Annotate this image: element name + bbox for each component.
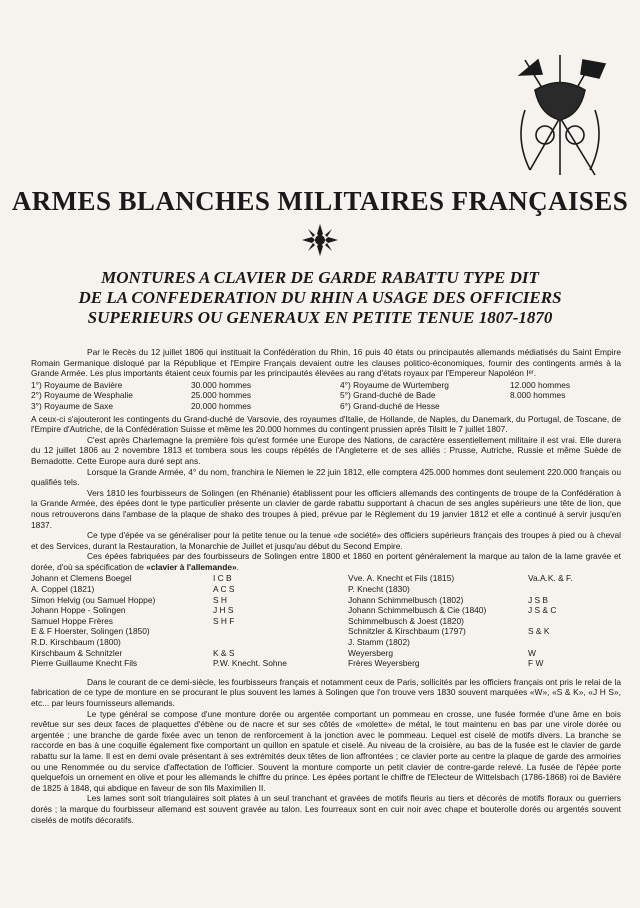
list-item: E & F Hoerster, Solingen (1850): [31, 626, 150, 637]
subtitle-line: DE LA CONFEDERATION DU RHIN A USAGE DES OFFICIERS: [78, 288, 562, 307]
subtitle-line: SUPERIEURS OU GENERAUX EN PETITE TENUE 1807-1870: [87, 308, 553, 327]
ornament-icon: [300, 222, 340, 258]
list-item: A. Coppel (1821) A C S: [31, 584, 235, 595]
list-item: 6°) Grand-duché de Hesse: [340, 400, 440, 411]
article-body: [31, 347, 621, 825]
document-subtitle: [30, 268, 610, 328]
list-item: Johann Schimmelbusch & Cie (1840) J S & C: [348, 605, 557, 616]
list-item: P. Knecht (1830): [348, 584, 410, 595]
states-list-right: [326, 380, 621, 412]
list-item: 1°) Royaume de Bavière 30.000 hommes: [31, 379, 252, 390]
states-list: [31, 380, 621, 412]
list-item: Weyersberg W: [348, 647, 536, 658]
emphasis-text: «clavier à l'allemande»: [146, 561, 237, 572]
list-item: Johann Schimmelbusch (1802) J S B: [348, 594, 549, 605]
list-item: 5°) Grand-duché de Bade 8.000 hommes: [340, 390, 566, 401]
list-item: Kirschbaum & Schnitzler K & S: [31, 647, 235, 658]
list-item: Samuel Hoppe Frères S H F: [31, 615, 235, 626]
list-item: R.D. Kirschbaum (1800): [31, 637, 121, 648]
paragraph: Lorsque la Grande Armée, 4° du nom, franchira le Niemen le 22 juin 1812, elle comptera 425.000 hommes dont seulement 220.000 français ou qualifiés tels.: [31, 466, 621, 488]
list-item: Frères Weyersberg F W: [348, 658, 544, 669]
list-item: Vve. A. Knecht et Fils (1815) Va.A.K. & F.: [348, 573, 573, 584]
list-item: 4°) Royaume de Wurtemberg 12.000 hommes: [340, 379, 571, 390]
list-item: 2°) Royaume de Wesphalie 25.000 hommes: [31, 390, 252, 401]
paragraph: C'est après Charlemagne la première fois qu'est formée une Europe des Nations, de caractère essentiellement militaire il est vrai. Elle durera du 12 juillet 1806 au 2 novembre 1813 et tombera sous les coups répétés de l'Angleterre et de ses alliés : Prusse, Autriche, Russie et même Suède de Bernadotte. Cette Europe aura duré sept ans.: [31, 434, 621, 466]
document-title: ARMES BLANCHES MILITAIRES FRANÇAISES: [11, 186, 629, 216]
states-list-left: [31, 380, 326, 412]
subtitle-line: MONTURES A CLAVIER DE GARDE RABATTU TYPE DIT: [101, 268, 539, 287]
list-item: J. Stamm (1802): [348, 637, 410, 648]
list-item: Pierre Guillaume Knecht Fils P.W. Knecht. Sohne: [31, 658, 287, 669]
paragraph: Les lames sont soit triangulaires soit plates à un seul tranchant et gravées de motifs fleuris au tiers et décorés de motifs floraux ou guerriers dorés ; la marque du fourbisseur allemand est souvent gravée au talon. Les fourreaux sont en cuir noir avec chape et bouterolle dorés ou argentés souvent ciselés de motifs décoratifs.: [31, 793, 621, 825]
list-item: Simon Helvig (ou Samuel Hoppe) S H: [31, 594, 227, 605]
paragraph: Dans le courant de ce demi-siècle, les fourbisseurs français et notamment ceux de Paris, sollicités par les officiers français ont pris le relai de la fabrication de ce type de monture en se procurant le plus souvent les lames à Solingen que l'on trouve vers 1830 souvent marquées «W», «S & K», «J H S», etc... par leurs fournisseurs allemands.: [31, 676, 621, 708]
makers-list-right: [326, 573, 621, 668]
paragraph: A ceux-ci s'ajouteront les contingents du Grand-duché de Varsovie, des royaumes d'Italie, de Hollande, de Naples, du Danemark, du Portugal, de Toscane, de l'Empire d'Autriche, de la Confédération Suisse et même les 20.000 hommes du contingent prussien après Tilsitt le 7 juillet 1807.: [31, 413, 621, 435]
paragraph: Ces épées fabriquées par des fourbisseurs de Solingen entre 1800 et 1860 en portent généralement la marque au talon de la lame gravée et dorée, d'où sa spécification de «clavier à l'allemande».: [31, 551, 621, 572]
paragraph: Vers 1810 les fourbisseurs de Solingen (en Rhénanie) établissent pour les officiers allemands des contingents de troupe de la Confédération à la Grande Armée, des épées dont le type particulier présente un clavier de garde rabattu supportant à chacun de ses angles supérieurs une tête de lion, que nous retrouverons dans l'ambase de la plaque de shako des troupes à pied, prévue par le Règlement du 19 janvier 1812 et elle a continué à servir jusqu'en 1837.: [31, 487, 621, 530]
list-item: Johann et Clemens Boegel I C B: [31, 573, 232, 584]
list-item: 3°) Royaume de Saxe 20.000 hommes: [31, 400, 252, 411]
paragraph: Le type général se compose d'une monture dorée ou argentée comportant un pommeau en crosse, une fusée formée d'une âme en bois revêtue sur ses deux faces de plaquettes d'ébène ou de nacre et sur ses côtés de «molette» de métal, le tout maintenu en bas par une virole dorée ou argentée ; une branche de garde fixée avec un tenon de renforcement à la jonction avec le pommeau. Lequel est ciselé de motifs divers. La branche se raccorde en bas à une coquille également fixe comportant un quillon en spatule et ciselé. Au niveau de la croisière, au bas de la fusée est le clavier de garde rabattu sur la lame. Il est en demi ovale présentant à ses extrémités deux têtes de lion affrontées ; ce clavier porte au centre la plaque de garde des armoiries ou une Renommée ou du service d'affectation de l'officier. Souvent la monture comporte un petit clavier de contre-garde relevé. La fusée de l'épée porte quelquefois un ornement en olive et pour les allemands le chiffre du prince. Les épées portant le chiffre de l'Electeur de Wittelsbach (1786-1868) roi de Bavière de 1825 à 1848, qui abdique en faveur de son fils Maximilien II.: [31, 708, 621, 793]
list-item: Johann Hoppe - Solingen J H S: [31, 605, 234, 616]
military-trophy-emblem: [505, 50, 615, 180]
list-item: Schnitzler & Kirschbaum (1797) S & K: [348, 626, 550, 637]
list-item: Schimmelbusch & Joest (1820): [348, 615, 464, 626]
makers-list-left: [31, 573, 326, 668]
paragraph: Ce type d'épée va se généraliser pour la petite tenue ou la tenue «de société» des officiers supérieurs français des troupes à pied ou à cheval et des Services, durant la Restauration, la Monarchie de Juillet et jusqu'au début du Second Empire.: [31, 530, 621, 551]
makers-list: [31, 573, 621, 668]
intro-paragraph: Par le Recès du 12 juillet 1806 qui instituait la Confédération du Rhin, 16 puis 40 états ou principautés allemands médiatisés du Saint Empire Romain Germanique disloqué par la République et l'Empire Français devaient outre les clauses politico-économiques, fournir des contingents armés à la Grande Armée. Les plus importants étaient ceux fournis par les principautés élevées au rang d'états royaux par l'Empereur Napoléon Iᵉʳ.: [31, 347, 621, 379]
